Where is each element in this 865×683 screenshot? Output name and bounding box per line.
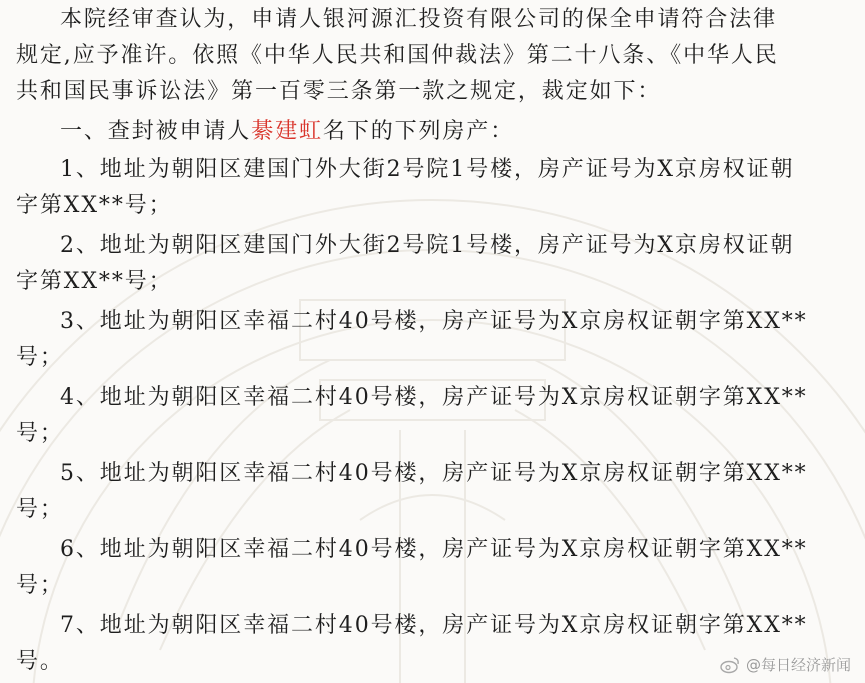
weibo-icon — [720, 656, 740, 674]
text-line: 4、地址为朝阳区幸福二村40号楼，房产证号为X京房权证朝字第XX** — [60, 385, 808, 410]
property-item-1 — [16, 152, 856, 224]
respondent-name: 綦建虹 — [251, 119, 323, 144]
text-line: 共和国民事诉讼法》第一百零三条第一款之规定，裁定如下： — [16, 79, 662, 104]
text-line: 5、地址为朝阳区幸福二村40号楼，房产证号为X京房权证朝字第XX** — [60, 461, 808, 486]
source-label: @每日经济新闻 — [745, 656, 851, 674]
property-item-4 — [16, 380, 856, 452]
property-item-3 — [16, 304, 856, 376]
text-line: 号； — [16, 345, 64, 370]
property-item-5 — [16, 456, 856, 528]
clause-suffix: 名下的下列房产： — [322, 119, 515, 144]
text-line: 号； — [16, 421, 64, 446]
text-line: 7、地址为朝阳区幸福二村40号楼，房产证号为X京房权证朝字第XX** — [60, 613, 808, 638]
text-line: 2、地址为朝阳区建国门外大街2号院1号楼，房产证号为X京房权证朝 — [60, 233, 795, 258]
text-line: 号。 — [16, 649, 64, 674]
source-watermark — [720, 654, 851, 675]
clause-prefix: 一、查封被申请人 — [60, 119, 252, 144]
text-line: 6、地址为朝阳区幸福二村40号楼，房产证号为X京房权证朝字第XX** — [60, 537, 808, 562]
text-line: 号； — [16, 497, 64, 522]
text-line: 号； — [16, 573, 64, 598]
text-line: 3、地址为朝阳区幸福二村40号楼，房产证号为X京房权证朝字第XX** — [60, 309, 808, 334]
text-line: 1、地址为朝阳区建国门外大街2号院1号楼，房产证号为X京房权证朝 — [60, 157, 795, 182]
text-line: 规定,应予准许。依照《中华人民共和国仲裁法》第二十八条、《中华人民 — [16, 43, 779, 68]
text-line — [16, 114, 856, 150]
property-item-6 — [16, 532, 856, 604]
ruling-intro-paragraph — [16, 2, 856, 110]
text-line: 字第XX**号； — [16, 193, 173, 218]
text-line: 本院经审查认为，申请人银河源汇投资有限公司的保全申请符合法律 — [60, 7, 778, 32]
property-item-2 — [16, 228, 856, 300]
text-line: 字第XX**号； — [16, 269, 173, 294]
seizure-clause — [16, 114, 856, 150]
